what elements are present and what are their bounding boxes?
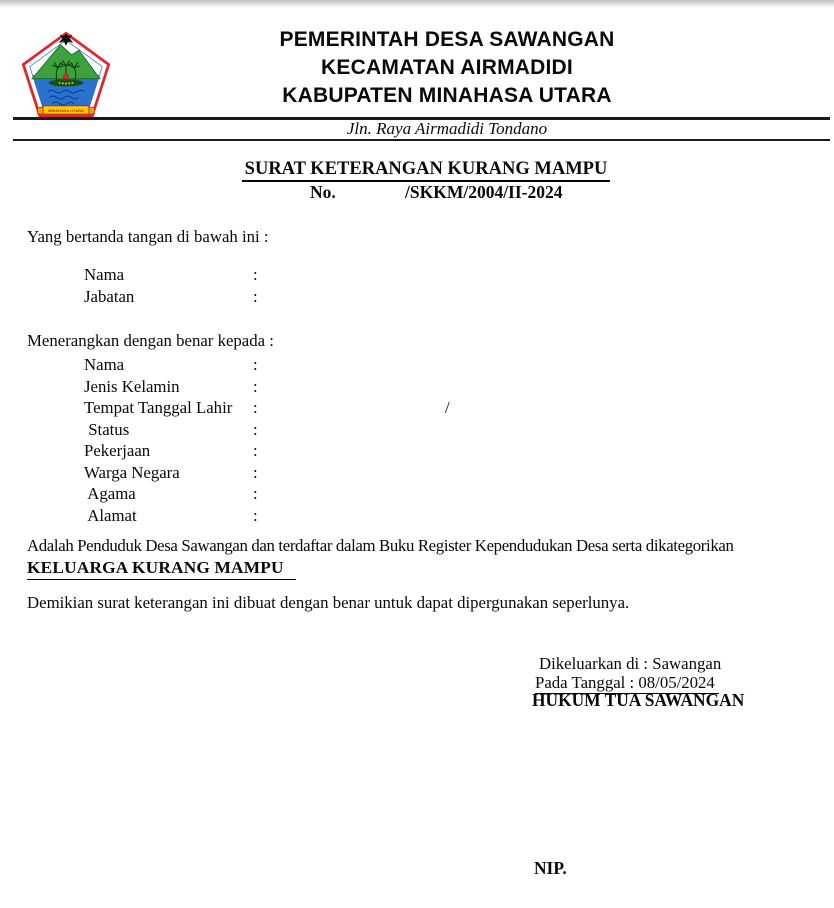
field-slash: / xyxy=(445,398,450,417)
field-colon: : xyxy=(253,265,258,284)
signature-issued-date-text: Pada Tanggal : 08/05/2024 xyxy=(535,672,719,694)
letterhead xyxy=(110,26,784,110)
signature-nip-label: NIP. xyxy=(534,858,567,878)
field-row-official-nama xyxy=(0,264,834,285)
field-label: Nama xyxy=(84,265,125,284)
field-colon: : xyxy=(253,506,258,525)
letterhead-divider-bottom xyxy=(13,139,830,141)
field-colon: : xyxy=(253,355,258,374)
letter-number-label: No. xyxy=(310,182,336,202)
field-label: Pekerjaan xyxy=(84,441,151,460)
government-name: PEMERINTAH DESA SAWANGAN xyxy=(279,28,615,51)
field-colon: : xyxy=(253,287,258,306)
letter-number-value: /SKKM/2004/II-2024 xyxy=(405,182,563,202)
statement-emphasis xyxy=(27,557,296,580)
field-row-warga-negara xyxy=(0,462,834,483)
field-row-tempat-tanggal-lahir xyxy=(0,397,834,418)
statement-emphasis-text: KELUARGA KURANG MAMPU xyxy=(27,557,296,580)
minahasa-utara-seal-logo xyxy=(20,31,112,121)
regency-name: KABUPATEN MINAHASA UTARA xyxy=(282,84,612,107)
field-row-nama xyxy=(0,354,834,375)
letter-title xyxy=(18,158,834,180)
banner xyxy=(38,106,95,115)
field-row-status xyxy=(0,419,834,440)
intro-subject: Menerangkan dengan benar kepada : xyxy=(27,331,274,350)
field-label: Status xyxy=(84,420,130,439)
page-top-shadow xyxy=(0,0,834,8)
intro-official: Yang bertanda tangan di bawah ini : xyxy=(27,227,269,246)
signature-official-title: HUKUM TUA SAWANGAN xyxy=(532,690,745,710)
field-colon: : xyxy=(253,398,258,417)
field-label: Tempat Tanggal Lahir xyxy=(84,398,233,417)
field-colon: : xyxy=(253,377,258,396)
letter-title-text: SURAT KETERANGAN KURANG MAMPU xyxy=(242,159,611,182)
field-colon: : xyxy=(253,463,258,482)
field-colon: : xyxy=(253,420,258,439)
field-label: Agama xyxy=(84,484,136,503)
district-name: KECAMATAN AIRMADIDI xyxy=(321,56,573,79)
red-fruit-icon xyxy=(63,74,69,80)
field-label: Warga Negara xyxy=(84,463,180,482)
signature-issued-place: Dikeluarkan di : Sawangan xyxy=(539,654,722,673)
statement-line: Adalah Penduduk Desa Sawangan dan terdaftar dalam Buku Register Kependudukan Desa serta dikategorikan xyxy=(27,536,734,555)
address-line: Jln. Raya Airmadidi Tondano xyxy=(346,119,548,138)
field-label: Jenis Kelamin xyxy=(84,377,180,396)
field-row-jenis-kelamin xyxy=(0,376,834,397)
field-row-official-jabatan xyxy=(0,286,834,307)
field-row-agama xyxy=(0,483,834,504)
field-row-pekerjaan xyxy=(0,440,834,461)
closing-line: Demikian surat keterangan ini dibuat dengan benar untuk dapat dipergunakan seperlunya. xyxy=(27,593,630,612)
banner-text: MINAHASA UTARA xyxy=(48,107,84,113)
field-label: Jabatan xyxy=(84,287,135,306)
field-label: Nama xyxy=(84,355,125,374)
field-label: Alamat xyxy=(84,506,137,525)
field-colon: : xyxy=(253,484,258,503)
field-colon: : xyxy=(253,441,258,460)
field-row-alamat xyxy=(0,505,834,526)
